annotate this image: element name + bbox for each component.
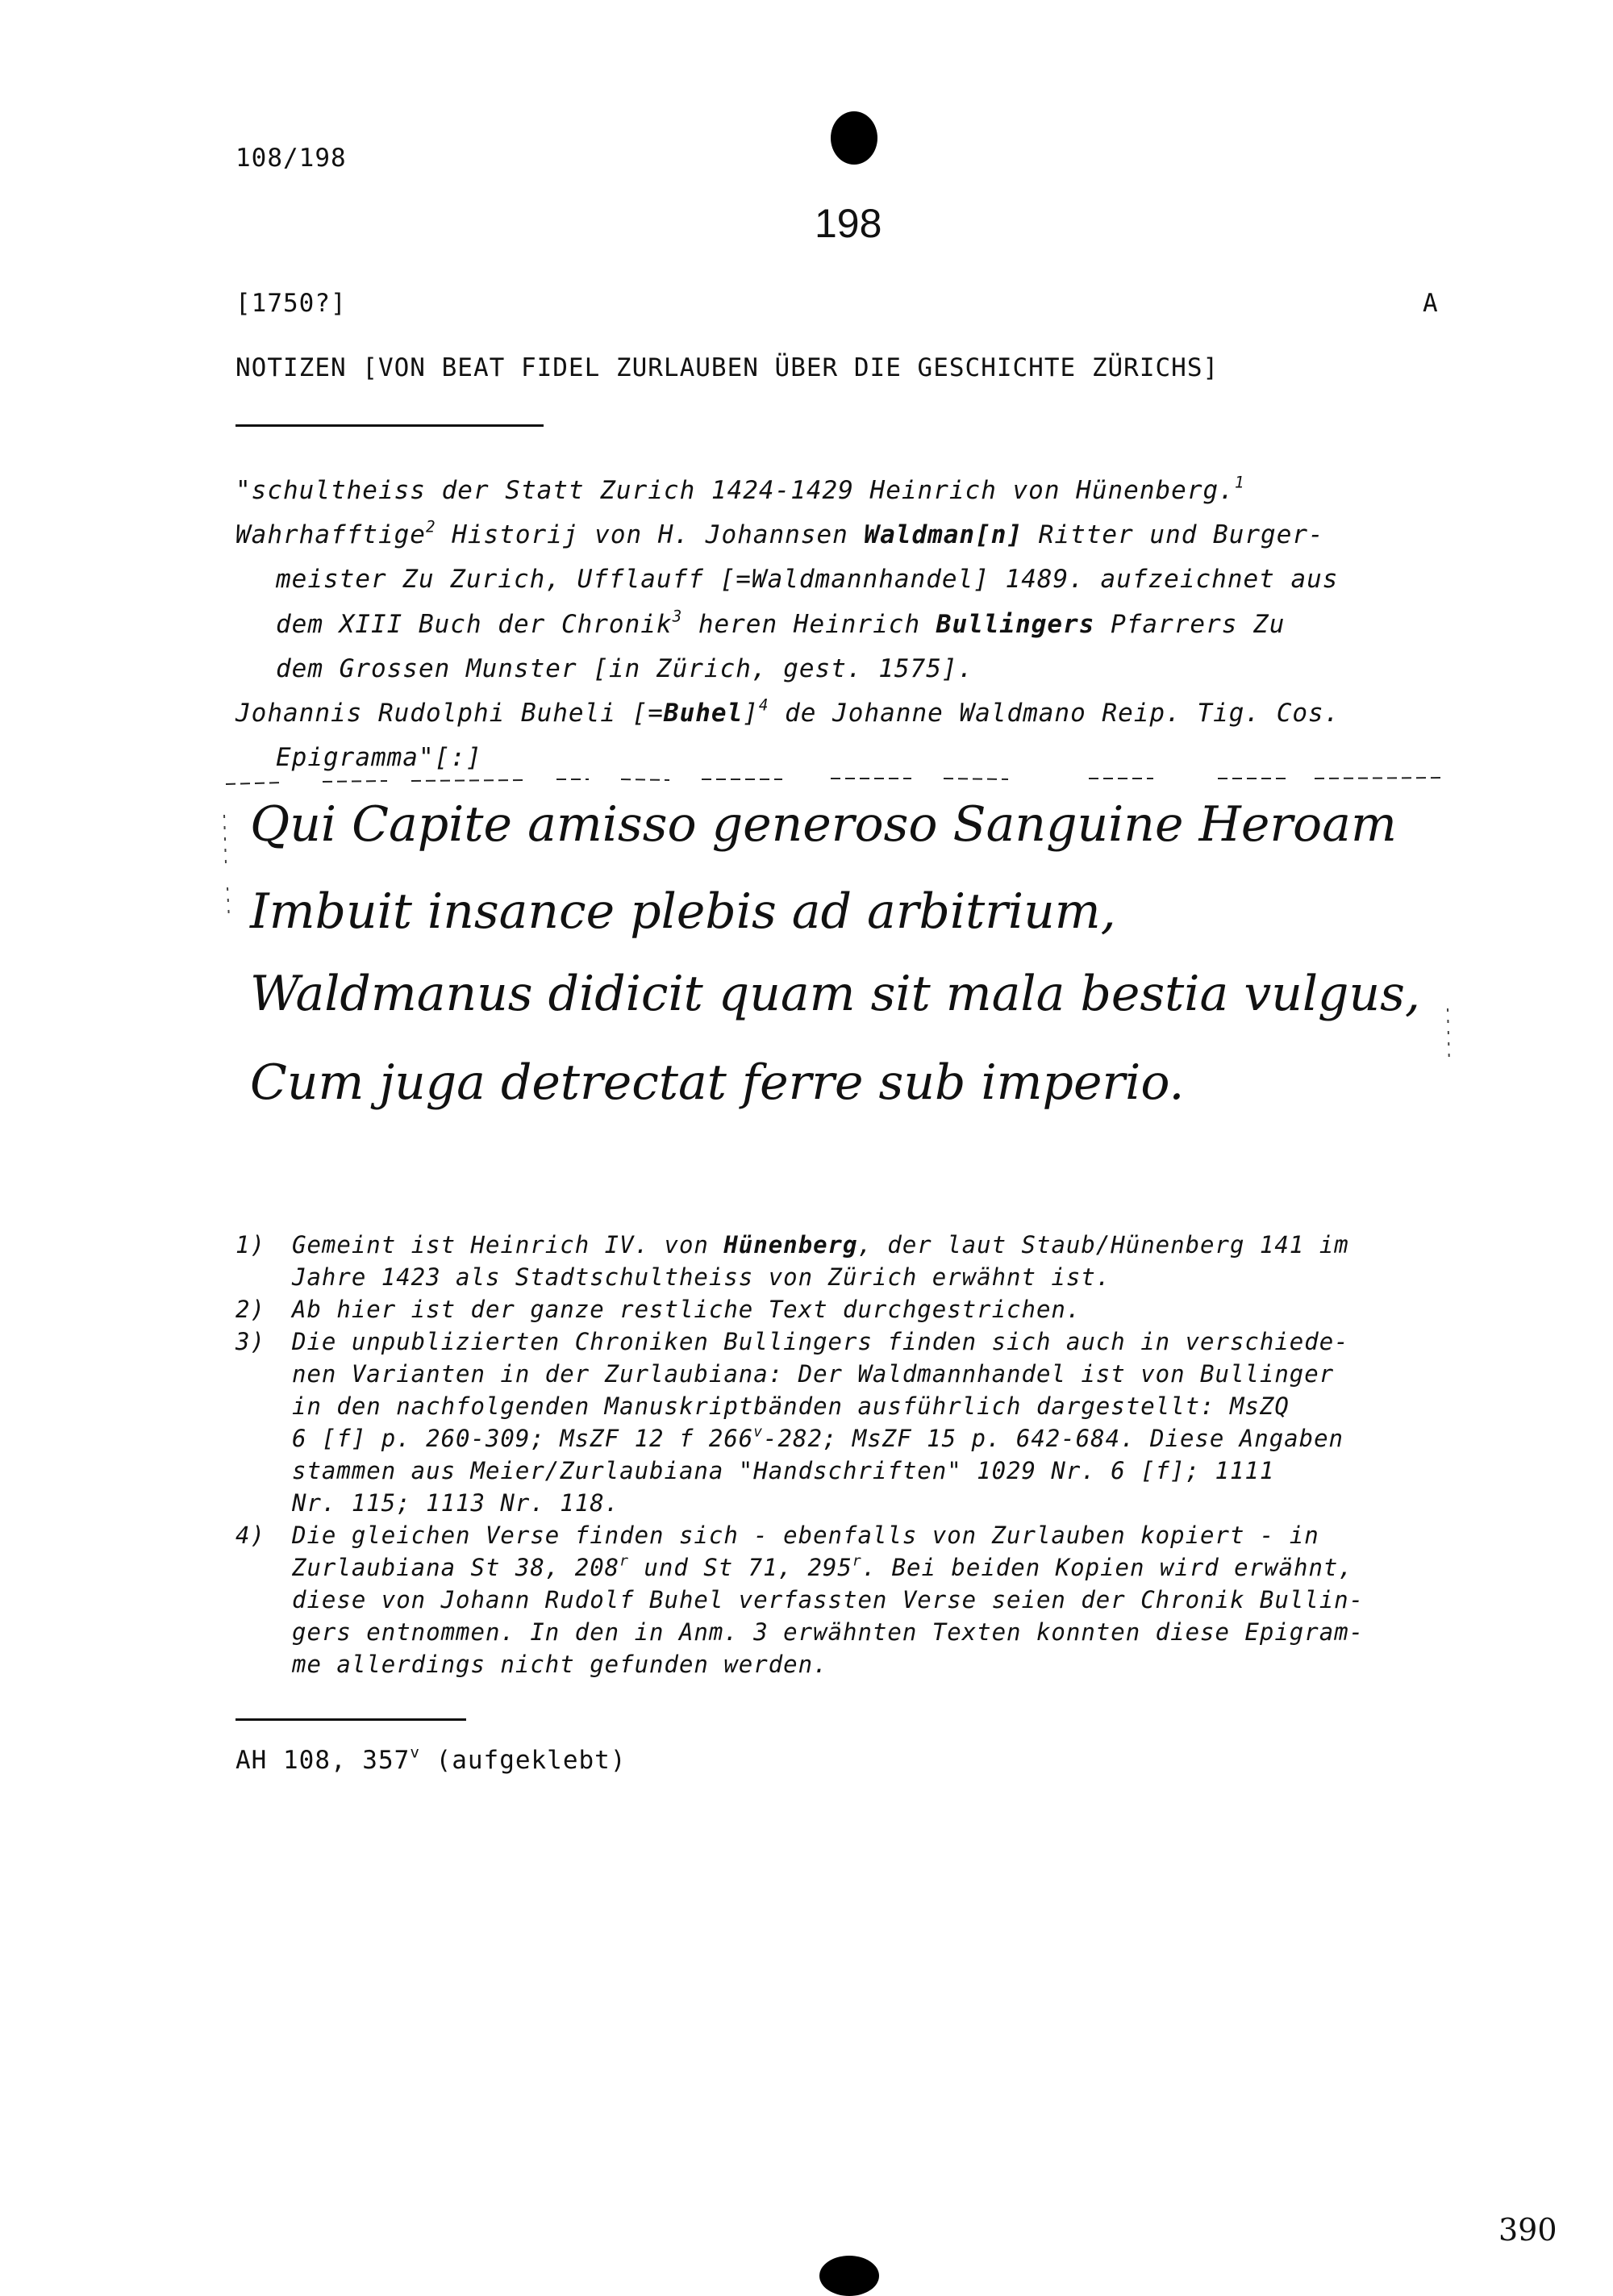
footnote-3-line-2: nen Varianten in der Zurlaubiana: Der Waldmannhandel ist von Bullinger xyxy=(292,1360,1335,1388)
footnote-2-line-1: Ab hier ist der ganze restliche Text durchgestrichen. xyxy=(292,1296,1082,1323)
footnote-4-line-1: Die gleichen Verse finden sich - ebenfalls von Zurlauben kopiert - in xyxy=(292,1522,1319,1549)
handwritten-epigram xyxy=(218,774,1460,1162)
handwriting-line-2: Imbuit insance plebis ad arbitrium, xyxy=(250,883,1116,940)
footnote-3-line-5: stammen aus Meier/Zurlaubiana "Handschriften" 1029 Nr. 6 [f]; 1111 xyxy=(292,1457,1275,1484)
footnote-3-line-3: in den nachfolgenden Manuskriptbänden ausführlich dargestellt: MsZQ xyxy=(292,1392,1290,1420)
transcript-line-7: Epigramma"[:] xyxy=(276,743,482,772)
footnote-4-line-3: diese von Johann Rudolf Buhel verfassten Verse seien der Chronik Bullin- xyxy=(292,1586,1365,1613)
document-date: [1750?] xyxy=(235,289,347,318)
corner-mark: 390 xyxy=(1498,2212,1557,2248)
footnote-2-number: 2) xyxy=(235,1296,265,1323)
punch-hole-bottom xyxy=(819,2256,879,2296)
punch-hole-top xyxy=(831,111,877,165)
transcript-line-2: Wahrhafftige$^2$ Historij von H. Johannsen Waldman[n] Ritter und Burger- xyxy=(235,517,1324,549)
footnote-3-line-1: Die unpublizierten Chroniken Bullingers finden sich auch in verschiede- xyxy=(292,1328,1349,1355)
footnote-1-number: 1) xyxy=(235,1231,265,1259)
transcript-line-4: dem XIII Buch der Chronik$^3$ heren Heinrich Bullingers Pfarrers Zu xyxy=(276,607,1286,639)
footnote-4-number: 4) xyxy=(235,1522,265,1549)
document-id: 108/198 xyxy=(235,144,347,173)
footnote-1-line-2: Jahre 1423 als Stadtschultheiss von Zürich erwähnt ist. xyxy=(292,1263,1111,1291)
transcript-line-5: dem Grossen Munster [in Zürich, gest. 1575]. xyxy=(276,654,974,683)
footnote-4-line-5: me allerdings nicht gefunden werden. xyxy=(292,1651,828,1678)
footnote-3-line-4: 6 [f] p. 260-309; MsZF 12 f 266$^v$-282; MsZF 15 p. 642-684. Diese Angaben xyxy=(292,1423,1344,1452)
footnote-1-line-1: Gemeint ist Heinrich IV. von Hünenberg, der laut Staub/Hünenberg 141 im xyxy=(292,1231,1349,1259)
document-title: NOTIZEN [VON BEAT FIDEL ZURLAUBEN ÜBER DIE GESCHICHTE ZÜRICHS] xyxy=(235,353,1219,382)
footnote-3-line-6: Nr. 115; 1113 Nr. 118. xyxy=(292,1489,620,1517)
handwriting-line-1: Qui Capite amisso generoso Sanguine Heroam xyxy=(250,796,1397,853)
title-divider xyxy=(235,424,544,427)
source-reference: AH 108, 357$^v$ (aufgeklebt) xyxy=(235,1743,627,1775)
footnote-4-line-4: gers entnommen. In den in Anm. 3 erwähnten Texten konnten diese Epigram- xyxy=(292,1618,1365,1646)
handwriting-line-3: Waldmanus didicit quam sit mala bestia vulgus, xyxy=(250,966,1420,1022)
transcript-line-3: meister Zu Zurich, Ufflauff [=Waldmannhandel] 1489. aufzeichnet aus xyxy=(276,565,1339,594)
footnote-3-number: 3) xyxy=(235,1328,265,1355)
source-divider xyxy=(235,1718,466,1721)
handwriting-line-4: Cum juga detrectat ferre sub imperio. xyxy=(250,1054,1185,1111)
document-letter: A xyxy=(1423,289,1439,318)
footnote-4-line-2: Zurlaubiana St 38, 208$^r$ und St 71, 295$^r$. Bei beiden Kopien wird erwähnt, xyxy=(292,1552,1353,1581)
transcript-line-1: "schultheiss der Statt Zurich 1424-1429 Heinrich von Hünenberg.$^1$ xyxy=(235,473,1245,505)
transcript-line-6: Johannis Rudolphi Buheli [=Buhel]$^4$ de Johanne Waldmano Reip. Tig. Cos. xyxy=(235,695,1340,728)
page-number: 198 xyxy=(815,201,882,246)
